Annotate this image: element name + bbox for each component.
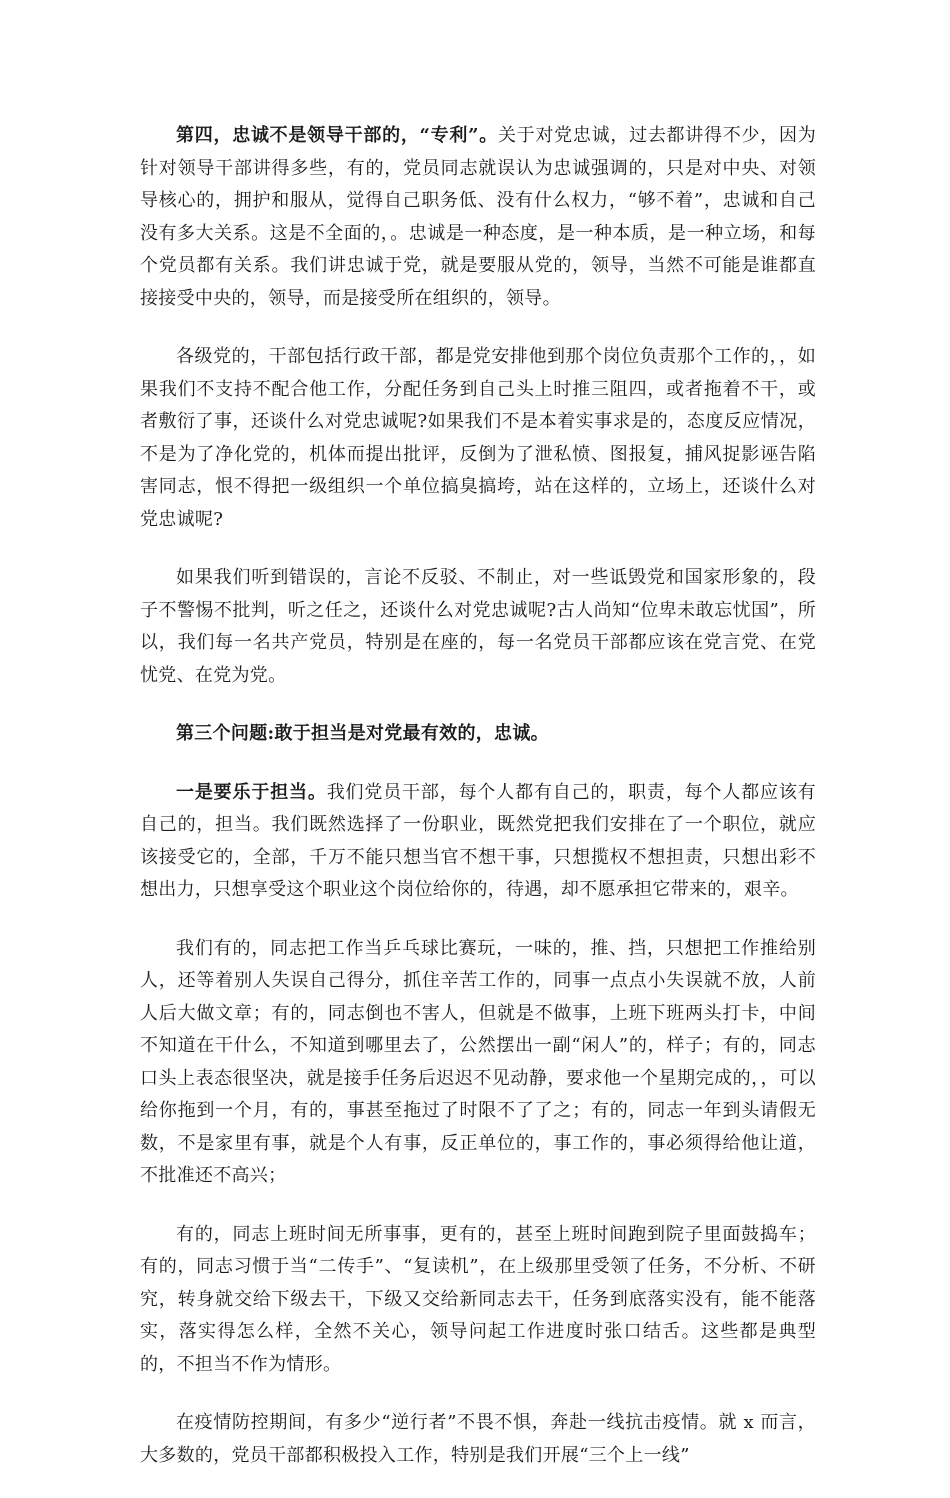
section-heading-third-question (140, 718, 816, 751)
document-page (140, 120, 816, 1498)
paragraph-text: 在疫情防控期间，有多少“逆行者”不畏不惧，奔赴一线抗击疫情。就 x 而言，大多数的，党员干部都积极投入工作，特别是我们开展“三个上一线” (140, 1412, 816, 1466)
paragraph-pingpong-examples (140, 933, 816, 1193)
paragraph-lead: 一是要乐于担当。 (176, 781, 327, 803)
paragraph-text: 有的，同志上班时间无所事事，更有的，甚至上班时间跑到院子里面鼓捣车；有的，同志习惯于当“二传手”、“复读机”，在上级那里受领了任务，不分析、不研究，转身就交给下级去干，下级又交给新同志去干，任务到底落实没有，能不能落实，落实得怎么样，全然不关心，领导问起工作进度时张口结舌。这些都是典型的，不担当不作为情形。 (140, 1223, 816, 1375)
paragraph-text: 如果我们听到错误的，言论不反驳、不制止，对一些诋毁党和国家形象的，段子不警惕不批判，听之任之，还谈什么对党忠诚呢?古人尚知“位卑未敢忘忧国”，所以，我们每一名共产党员，特别是在座的，每一名党员干部都应该在党言党、在党忧党、在党为党。 (140, 567, 816, 686)
paragraph-lead: 第四，忠诚不是领导干部的，“专利”。 (176, 125, 498, 146)
section-heading-text: 第三个问题:敢于担当是对党最有效的，忠诚。 (176, 723, 549, 744)
paragraph-text: 各级党的，干部包括行政干部，都是党安排他到那个岗位负责那个工作的，，如果我们不支持不配合他工作，分配任务到自己头上时推三阻四，或者拖着不干，或者敷衍了事，还谈什么对党忠诚呢?如果我们不是本着实事求是的，态度反应情况，不是为了净化党的，机体而提出批评，反倒为了泄私愤、图报复，捕风捉影诬告陷害同志，恨不得把一级组织一个单位搞臭搞垮，站在这样的，立场上，还谈什么对党忠诚呢? (140, 346, 816, 530)
paragraph-wrong-speech (140, 562, 816, 692)
paragraph-epidemic (140, 1407, 816, 1472)
paragraph-text: 关于对党忠诚，过去都讲得不少，因为针对领导干部讲得多些，有的，党员同志就误认为忠诚强调的，只是对中央、对领导核心的，拥护和服从，觉得自己职务低、没有什么权力，“够不着”，忠诚和自己没有多大关系。这是不全面的，。忠诚是一种态度，是一种本质，是一种立场，和每个党员都有关系。我们讲忠诚于党，就是要服从党的，领导，当然不可能是谁都直接接受中央的，领导，而是接受所在组织的，领导。 (140, 125, 816, 309)
paragraph-party-cadres (140, 341, 816, 536)
paragraph-willing-to-take-responsibility (140, 777, 816, 907)
paragraph-loyalty-not-privilege (140, 120, 816, 315)
paragraph-idle-examples (140, 1219, 816, 1382)
paragraph-text: 我们有的，同志把工作当乒乓球比赛玩，一味的，推、挡，只想把工作推给别人，还等着别人失误自己得分，抓住辛苦工作的，同事一点点小失误就不放，人前人后大做文章；有的，同志倒也不害人，但就是不做事，上班下班两头打卡，中间不知道在干什么，不知道到哪里去了，公然摆出一副“闲人”的，样子；有的，同志口头上表态很坚决，就是接手任务后迟迟不见动静，要求他一个星期完成的，，可以给你拖到一个月，有的，事甚至拖过了时限不了了之；有的，同志一年到头请假无数，不是家里有事，就是个人有事，反正单位的，事工作的，事必须得给他让道，不批准还不高兴； (140, 937, 816, 1186)
paragraph-text: 我们党员干部，每个人都有自己的，职责，每个人都应该有自己的，担当。我们既然选择了一份职业，既然党把我们安排在了一个职位，就应该接受它的，全部，千万不能只想当官不想干事，只想揽权不想担责，只想出彩不想出力，只想享受这个职业这个岗位给你的，待遇，却不愿承担它带来的，艰辛。 (140, 781, 816, 900)
